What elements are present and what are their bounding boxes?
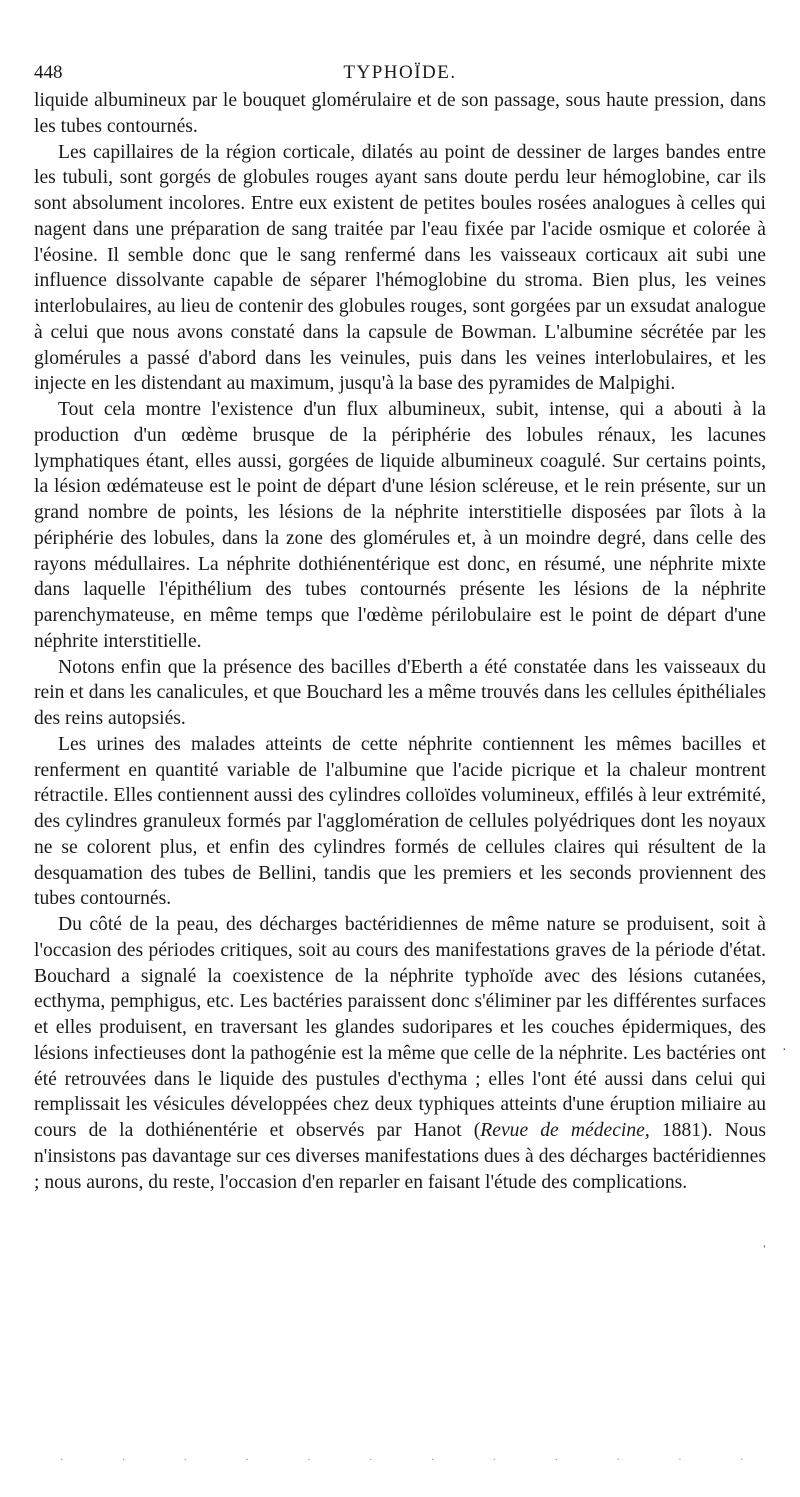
citation-author: Hanot (: [413, 1120, 481, 1141]
paragraph-capillaires: Les capillaires de la région corticale, dilatés au point de dessiner de larges bandes entre les tubuli, sont gorgés de globules rouges ayant sans doute perdu leur hémoglobine, car ils sont absolument incolores. Entre eux existent de petites boules rosées analogues à celles qui nagent dans une préparation de sang traitée par l'eau fixée par l'acide osmique et colorée à l'éosine. Il semble donc que le sang renfermé dans les vaisseaux corticaux ait subi une influence dissolvante capable de séparer l'hémoglobine du stroma. Bien plus, les veines interlobulaires, au lieu de contenir des globules rouges, sont gorgées par un exsudat analogue à celui que nous avons constaté dans la capsule de Bowman. L'albumine sécrétée par les glomérules a passé d'abord dans les veinules, puis dans les veines interlobulaires, et les injecte en les distendant au maximum, jusqu'à la base des pyramides de Malpighi.: [34, 141, 766, 395]
paragraph-peau: [34, 912, 766, 1195]
paragraph-urines: Les urines des malades atteints de cette néphrite contiennent les mêmes bacilles et renferment en quantité variable de l'albumine que l'acide picrique et la chaleur montrent rétractile. Elles contiennent aussi des cylindres colloïdes volumineux, effilés à leur extrémité, des cylindres granuleux formés par l'agglomération de cellules polyédriques dont les noyaux ne se colorent plus, et enfin des cylindres formés de cellules claires qui résultent de la desquamation des tubes de Bellini, tandis que les premiers et les seconds proviennent des tubes contournés.: [34, 733, 766, 910]
running-head: [34, 58, 766, 88]
page: [34, 58, 766, 1195]
margin-mark-lower: ˈ: [762, 1244, 767, 1259]
body-text: [34, 88, 766, 1195]
page-number: 448: [34, 62, 63, 83]
margin-mark-upper: ·: [782, 1043, 787, 1058]
paragraph-bacilles-eberth: Notons enfin que la présence des bacilles d'Eberth a été constatée dans les vaisseaux du rein et dans les canalicules, et que Bouchard les a même trouvés dans les cellules épithéliales des reins autopsiés.: [34, 656, 766, 729]
paragraph-peau-end: , 1881). Nous n'insistons pas davantage sur ces diverses manifestations dues à des décharges bactéridiennes ; nous aurons, du reste, l'occasion d'en reparler en faisant l'étude des complications.: [34, 1120, 766, 1193]
paragraph-flux-albumineux: Tout cela montre l'existence d'un flux albumineux, subit, intense, qui a abouti à la production d'un œdème brusque de la périphérie des lobules rénaux, les lacunes lymphatiques étant, elles aussi, gorgées de liquide albumineux coagulé. Sur certains points, la lésion œdémateuse est le point de départ d'une lésion scléreuse, et le rein présente, sur un grand nombre de points, les lésions de la néphrite interstitielle disposées par îlots à la périphérie des lobules, dans la zone des glomérules et, à un moindre degré, dans celle des rayons médullaires. La néphrite dothiénentérique est donc, en résumé, une néphrite mixte dans laquelle l'épithélium des tubes contournés présente les lésions de la néphrite parenchymateuse, en même temps que l'œdème périlobulaire est le point de départ d'une néphrite interstitielle.: [34, 399, 766, 652]
paragraph-peau-text: Du côté de la peau, des décharges bactéridiennes de même nature se produisent, soit à l'occasion des périodes critiques, soit au cours des manifestations graves de la période d'état. Bouchard a signalé la coexistence de la néphrite typhoïde avec des lésions cutanées, ecthyma, pemphigus, etc. Les bactéries paraissent donc s'éliminer par les différentes surfaces et elles produisent, en traversant les glandes sudoripares et les couches épidermiques, des lésions infectieuses dont la pathogénie est la même que celle de la néphrite. Les bactéries ont été retrouvées dans le liquide des pustules d'ecthyma ; elles l'ont été aussi dans celui qui remplissait les vésicules développées chez deux typhiques atteints d'une éruption miliaire au cours de la dothiénentérie et observés par: [34, 914, 766, 1141]
scan-specks: · · · · · · · · · · · ·: [60, 1455, 772, 1466]
citation-journal: Revue de médecine: [480, 1120, 645, 1141]
running-title: TYPHOÏDE.: [343, 62, 457, 83]
paragraph-continued: liquide albumineux par le bouquet glomérulaire et de son passage, sous haute pression, dans les tubes contournés.: [34, 90, 766, 137]
